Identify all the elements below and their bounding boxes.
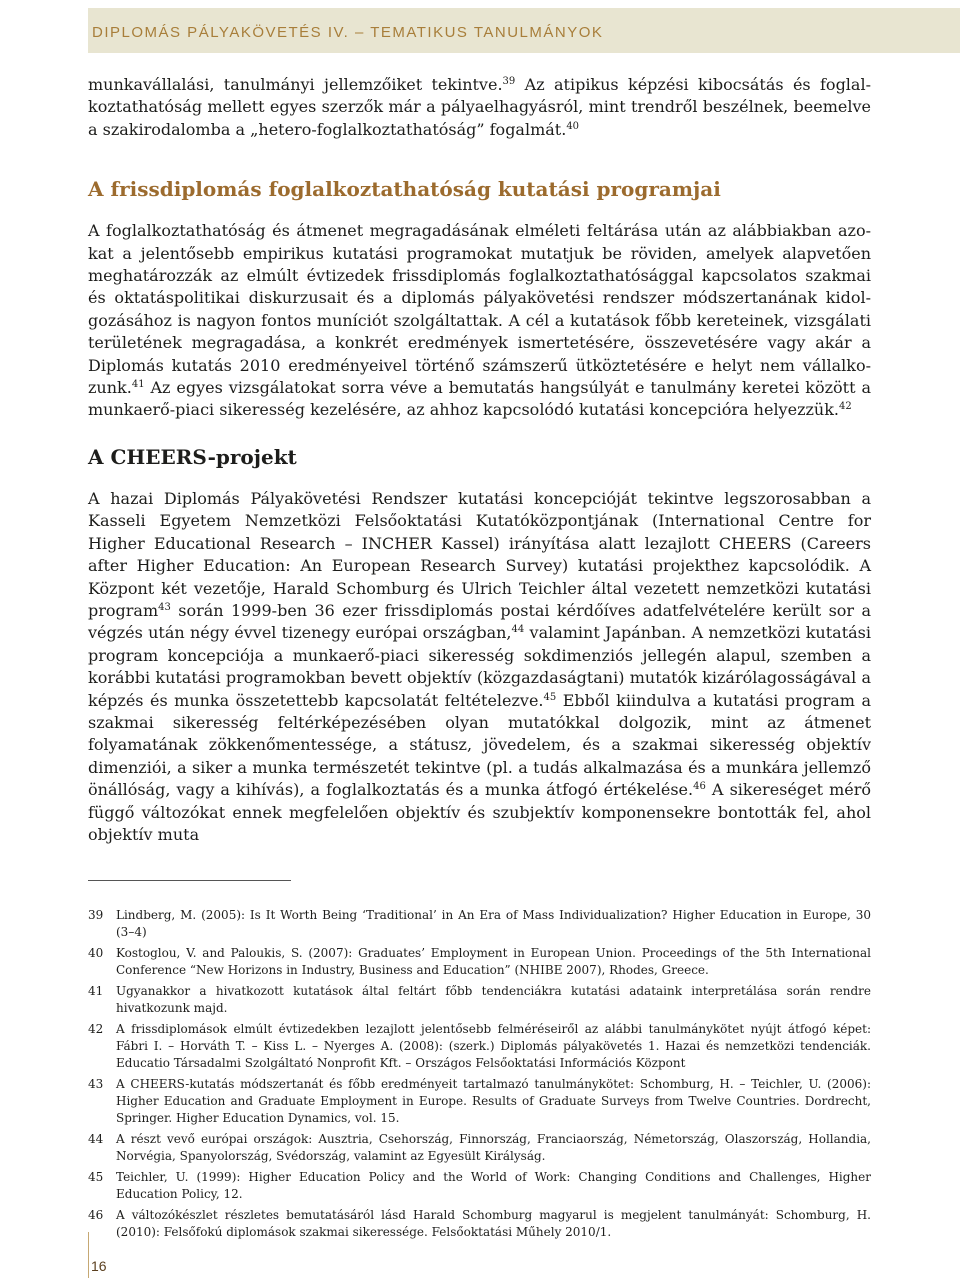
- footnote-43: 43 A CHEERS-kutatás módszertanát és főbb eredményeit tartalmazó tanulmánykötet: Schomburg, H. – Teichler, U. (2006): Higher Education and Graduate Employment in Europe. Results of Graduate Surveys from Twelve Countries. Dordrecht, Springer. Higher Education Dynamics, vol. 15.: [88, 1077, 871, 1125]
- footnote-ref-40[interactable]: 40: [566, 120, 580, 132]
- section1-paragraph: A foglalkoztathatóság és átmenet megragadásának elméleti feltárása után az alábbiakban azokat a jelentősebb empirikus kutatási programokat mutatjuk be röviden, amelyek alapvetően meghatározzák az elmúlt évtizedek frissdiplomás foglalkoztathatósággal kapcsolatos szakmai és oktatáspolitikai diskurzusait és a diplomás pályakövetési rendszer módszertanának kidolgozásához is nagyon fontos muníciót szolgáltattak. A cél a kutatások főbb kereteinek, vizsgálati területének megragadása, a konkrét eredmények ismertetésére, összevetésére vagy akár a Diplomás kutatás 2010 eredményeivel történő számszerű ütköztetésére e helyt nem vállalkozunk.$^{41}$ Az egyes vizsgálatokat sorra véve a bemutatás hangsúlyát e tanulmány keretei között a munkaerő-piaci sikeresség kezelésére, az ahhoz kapcsolódó kutatási koncepcióra helyezzük.$^{42}$: [88, 221, 871, 420]
- page-number: 16: [91, 1258, 107, 1274]
- intro-paragraph: munkavállalási, tanulmányi jellemzőiket tekintve.$^{39}$ Az atipikus képzési kibocsátás és foglalkoztathatóság mellett egyes szerzők már a pályaelhagyásról, mint trendről beszélnek, beemelve a szakirodalomba a „hetero-foglalkoztathatóság” fogalmát.$^{40}$: [88, 75, 871, 139]
- footnote-ref-45[interactable]: 45: [543, 691, 557, 703]
- section-heading-cheers: A CHEERS-projekt: [88, 444, 297, 469]
- footnote-42: 42 A frissdiplomások elmúlt évtizedekben lezajlott jelentősebb felméréseiről az alábbi tanulmánykötet nyújt átfogó képet: Fábri I. – Horváth T. – Kiss L. – Nyerges A. (2008): (szerk.) Diplomás pályakövetés 1. Hazai és nemzetközi tendenciák. Educatio Társadalmi Szolgáltató Nonprofit Kft. – Országos Felsőoktatási Információs Központ: [88, 1022, 871, 1070]
- footnotes: [88, 907, 871, 1245]
- section2-paragraph: A hazai Diplomás Pályakövetési Rendszer kutatási koncepcióját tekintve legszorosabban a Kasseli Egyetem Nemzetközi Felsőoktatási Kutatóközpontjának (International Centre for Higher Educational Research – INCHER Kassel) irányítása alatt lezajlott CHEERS (Careers after Higher Education: An European Research Survey) kutatási projekthez kapcsolódik. A Központ két vezetője, Harald Schomburg és Ulrich Teichler által vezetett nemzetközi kutatási program$^{43}$ során 1999-ben 36 ezer frissdiplomás postai kérdőíves adatfelvételére került sor a végzés után négy évvel tizenegy európai országban,$^{44}$ valamint Japánban. A nemzetközi kutatási program koncepciója a munkaerő-piaci sikeresség sokdimenziós jellegén alapul, szemben a korábbi kutatási programokban bevett objektív (közgazdaságtani) mutatók kizárólagosságával a képzés és munka összetettebb kapcsolatát feltételezve.$^{45}$ Ebből kiindulva a kutatási program a szakmai sikeresség feltérképezésében olyan mutatókkal dolgozik, mint az átmenet folyamatának zökkenőmentessége, a státusz, jövedelem, és a szakmai sikeresség objektív dimenziói, a siker a munka természetét tekintve (pl. a tudás alkalmazása és a munkára jellemző önállóság, vagy a kihívás), a foglalkoztatás és a munka átfogó értékelése.$^{46}$ A sikereséget mérő függő változókat ennek megfelelően objektív és szubjektív komponensekre bontották fel, ahol objektív muta: [88, 488, 872, 844]
- footnote-45: 45 Teichler, U. (1999): Higher Education Policy and the World of Work: Changing Conditions and Challenges, Higher Education Policy, 12.: [88, 1170, 871, 1201]
- footnote-ref-44[interactable]: 44: [511, 624, 525, 636]
- footnote-40: 40 Kostoglou, V. and Paloukis, S. (2007): Graduates’ Employment in European Union. Proceedings of the 5th International Conference “New Horizons in Industry, Business and Education” (NHIBE 2007), Rhodes, Greece.: [88, 946, 871, 977]
- footnote-41: 41 Ugyanakkor a hivatkozott kutatások által feltárt főbb tendenciákra kutatási adataink interpretálása során rendre hivatkozunk majd.: [88, 984, 871, 1015]
- footnote-39: 39 Lindberg, M. (2005): Is It Worth Being ‘Traditional’ in An Era of Mass Individualization? Higher Education in Europe, 30 (3–4): [88, 908, 871, 939]
- footnote-44: 44 A részt vevő európai országok: Ausztria, Csehország, Finnország, Franciaország, Németország, Olaszország, Hollandia, Norvégia, Spanyolország, Svédország, valamint az Egyesült Királyság.: [88, 1132, 871, 1163]
- page-corner-line: [88, 1232, 89, 1278]
- footnote-ref-39[interactable]: 39: [502, 76, 516, 87]
- footnote-ref-46[interactable]: 46: [693, 781, 706, 793]
- footnote-46: 46 A változókészlet részletes bemutatásáról lásd Harald Schomburg magyarul is megjelent tanulmányát: Schomburg, H. (2010): Felsőfokú diplomások szakmai sikeressége. Felsőoktatási Műhely 2010/1.: [88, 1208, 871, 1239]
- footnote-ref-41[interactable]: 41: [131, 379, 145, 391]
- footnote-ref-42[interactable]: 42: [839, 401, 852, 413]
- footnote-ref-43[interactable]: 43: [158, 601, 171, 613]
- running-header-title: DIPLOMÁS PÁLYAKÖVETÉS IV. – TEMATIKUS TANULMÁNYOK: [92, 24, 604, 41]
- footnote-divider: [88, 880, 291, 881]
- main-content: [88, 74, 871, 846]
- section-heading-programs: A frissdiplomás foglalkoztathatóság kutatási programjai: [88, 177, 721, 202]
